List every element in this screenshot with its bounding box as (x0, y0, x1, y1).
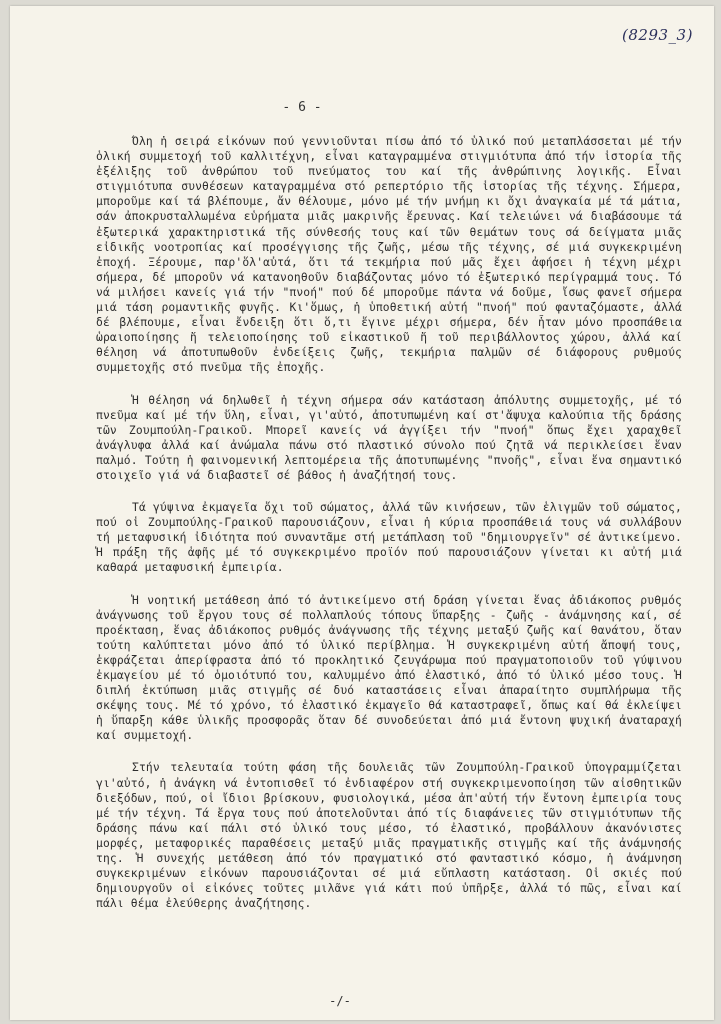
archive-reference-mark: (8293_3) (622, 26, 693, 44)
paragraph: Στήν τελευταία τούτη φάση τῆς δουλειᾶς τῶν Ζουμπούλη-Γραικοῦ ὑπογραμμίζεται γι'αὐτό, ἡ ἀνάγκη νά ἐντοπισθεῖ τό ἐνδιαφέρον στή συγκεκριμενοποίηση τῶν αἰσθητικῶν διεξόδων, πού, οἱ ἴδιοι βρίσκουν, φυσιολογικά, μέσα ἀπ'αὐτή τήν ἔντονη ἐμπειρία τους μέ τήν τέχνη. Τά ἔργα τους πού ἀποτελοῦνται ἀπό τίς διαφάνειες τῶν στιγμιότυπων τῆς δράσης πάνω καί πάλι στό ὑλικό τους μέσο, τό ἐλαστικό, προβάλλουν ἀκανόνιστες μορφές, μεταφορικές παραθέσεις μεταξύ μιᾶς πραγματικῆς στιγμῆς καί τῆς ἀνάμνησής της. Ἡ συνεχής μετάθεση ἀπό τόν πραγματικό στό φανταστικό κόσμο, ἡ ἀνάμνηση συγκεκριμένων εἰκόνων παρουσιάζονται σέ μιά εὔπλαστη κατάσταση. Οἱ σκιές πού δημιουργοῦν οἱ εἰκόνες τοῦτες μιλᾶνε γιά κάτι πού ὑπῆρξε, ἀλλά τό πῶς, εἶναι καί πάλι θέμα ἐλεύθερης ἀναζήτησης. (96, 761, 682, 911)
paragraph: Ἡ θέληση νά δηλωθεῖ ἡ τέχνη σήμερα σάν κατάσταση ἀπόλυτης συμμετοχῆς, μέ τό πνεῦμα καί μέ τήν ὕλη, εἶναι, γι'αὐτό, ἀποτυπωμένη καί στ'ἄψυχα καλούπια τῆς δράσης τῶν Ζουμπούλη-Γραικοῦ. Μπορεῖ κανείς νά ἀγγίξει τήν "πνοή" ὅπως ἔχει χαραχθεῖ ἀνάγλυφα ἀλλά καί ἀνώμαλα πάνω στό πλαστικό σύνολο πού ζητᾶ νά περικλείσει ἕναν παλμό. Τούτη ἡ φαινομενική λεπτομέρεια τῆς ἀποτυπωμένης "πνοῆς", εἶναι ἕνα σημαντικό στοιχεῖο γιά νά διαβαστεῖ σέ βάθος ἡ ἀναζήτησή τους. (96, 393, 682, 482)
document-page (10, 6, 714, 1020)
paragraph: Τά γύψινα ἐκμαγεῖα ὄχι τοῦ σώματος, ἀλλά τῶν κινήσεων, τῶν ἑλιγμῶν τοῦ σώματος, πού οἱ Ζουμπούλης-Γραικοῦ παρουσιάζουν, εἶναι ἡ κύρια προσπάθειά τους νά συλλάβουν τή μεταφυσική ἰδιότητα πού συναντᾶμε στή μετάπλαση τοῦ "δημιουργεῖν" σέ ἀντικείμενο. Ἡ πράξη τῆς ἁφῆς μέ τό συγκεκριμένο προϊόν πού παρουσιάζουν γίνεται κι αὐτή μιά καθαρά μεταφυσική ἐμπειρία. (96, 501, 682, 575)
paragraph: Όλη ἡ σειρά εἰκόνων πού γεννιοῦνται πίσω ἀπό τό ὑλικό πού μεταπλάσσεται μέ τήν ὁλική συμμετοχή τοῦ καλλιτέχνη, εἶναι καταγραμμένα στιγμιότυπα ἀπό τήν ἱστορία τῆς ἐξέλιξης τοῦ ἀνθρώπου τοῦ πνεύματος του καί τῆς ἀνθρώπινης λογικῆς. Εἶναι στιγμιότυπα συνθέσεων καταγραμμένα στό ρεπερτόριο τῆς ἱστορίας τῆς τέχνης. Σήμερα, μποροῦμε καί τά βλέπουμε, ἄν θέλουμε, μόνο μέ τήν μνήμη κι ὄχι ἀναγκαία μέ τά μάτια, σάν ἀποκρυσταλλωμένα εὑρήματα μιᾶς μακρινῆς ἔρευνας. Καί τελειώνει νά διαβάσουμε τά ἐξωτερικά χαρακτηριστικά τῆς σύνθεσής τους καί τῶν θεμάτων τους σά δείγματα μιᾶς εἰδικῆς νοοτροπίας καί προσέγγισης τῆς ζωῆς, μέσω τῆς τέχνης, σέ μιά συγκεκριμένη ἐποχή. Ξέρουμε, παρ'ὅλ'αὐτά, ὅτι τά τεκμήρια πού μᾶς ἔχει ἀφήσει ἡ τέχνη μέχρι σήμερα, δέ μποροῦν νά κατανοηθοῦν διαβάζοντας μόνο τό ἐξωτερικό περίγραμμά τους. Τό νά μιλήσει κανείς γιά τήν "πνοή" πού δέ μποροῦμε πάντα νά δοῦμε, ἴσως φανεῖ σήμερα μιά τάση ρομαντικῆς φυγῆς. Κι'ὅμως, ἡ ὑποθετική αὐτή "πνοή" πού φανταζόμαστε, ἀλλά δέ βλέπουμε, εἶναι ἔνδειξη ὅτι ὅ,τι ἔγινε μέχρι σήμερα, δέν ἦταν μόνο προσπάθεια ὡραιοποίησης ἤ τελειοποίησης τοῦ εἰκαστικοῦ ἤ τοῦ περιβάλλοντος χώρου, ἀλλά καί θέληση νά ἀποτυπωθοῦν ἐνδείξεις ζωῆς, τεκμήρια παλμῶν σέ διάφορους ρυθμούς συμμετοχῆς στό πνεῦμα τῆς ἐποχῆς. (96, 135, 682, 375)
paragraph: Ἡ νοητική μετάθεση ἀπό τό ἀντικείμενο στή δράση γίνεται ἕνας ἀδιάκοπος ρυθμός ἀνάγνωσης τοῦ ἔργου τους σέ πολλαπλούς τόπους ὕπαρξης - ζωῆς - ἀνάμνησης καί, σέ προέκταση, ἕνας ἀδιάκοπος ρυθμός ἀνάγνωσης τῆς τέχνης μεταξύ ζωῆς καί θανάτου, ὅταν τούτη καλύπτεται μόνο ἀπό τό ὑλικό περίβλημα. Ἡ συγκεκριμένη αὐτή ἄποψή τους, ἐκφράζεται ἀπερίφραστα ἀπό τό προκλητικό ζευγάρωμα πού πραγματοποιοῦν τοῦ γύψινου ἐκμαγείου μέ τό ὁμοιότυπό του, καλυμμένο ἀπό ἐλαστικό, ἀπό τό ὑλικό μέσο τους. Ἡ διπλή ἐκτύπωση μιᾶς στιγμῆς σέ δυό καταστάσεις εἶναι ἀπαραίτητο συμπλήρωμα τῆς σκέψης τους. Μέ τό χρόνο, τό ἐλαστικό ἐκμαγεῖο θά καταστραφεῖ, ὅπως καί θά ἐκλείψει ἡ ὕπαρξη κάθε ὑλικῆς προσφορᾶς ὅταν δέ συνοδεύεται ἀπό μιά ἔντονη ψυχική ἀναταραχή καί συμμετοχή. (96, 593, 682, 743)
body-text (96, 134, 682, 928)
page-number: - 6 - (282, 100, 322, 115)
continuation-mark: -/- (329, 994, 351, 1008)
